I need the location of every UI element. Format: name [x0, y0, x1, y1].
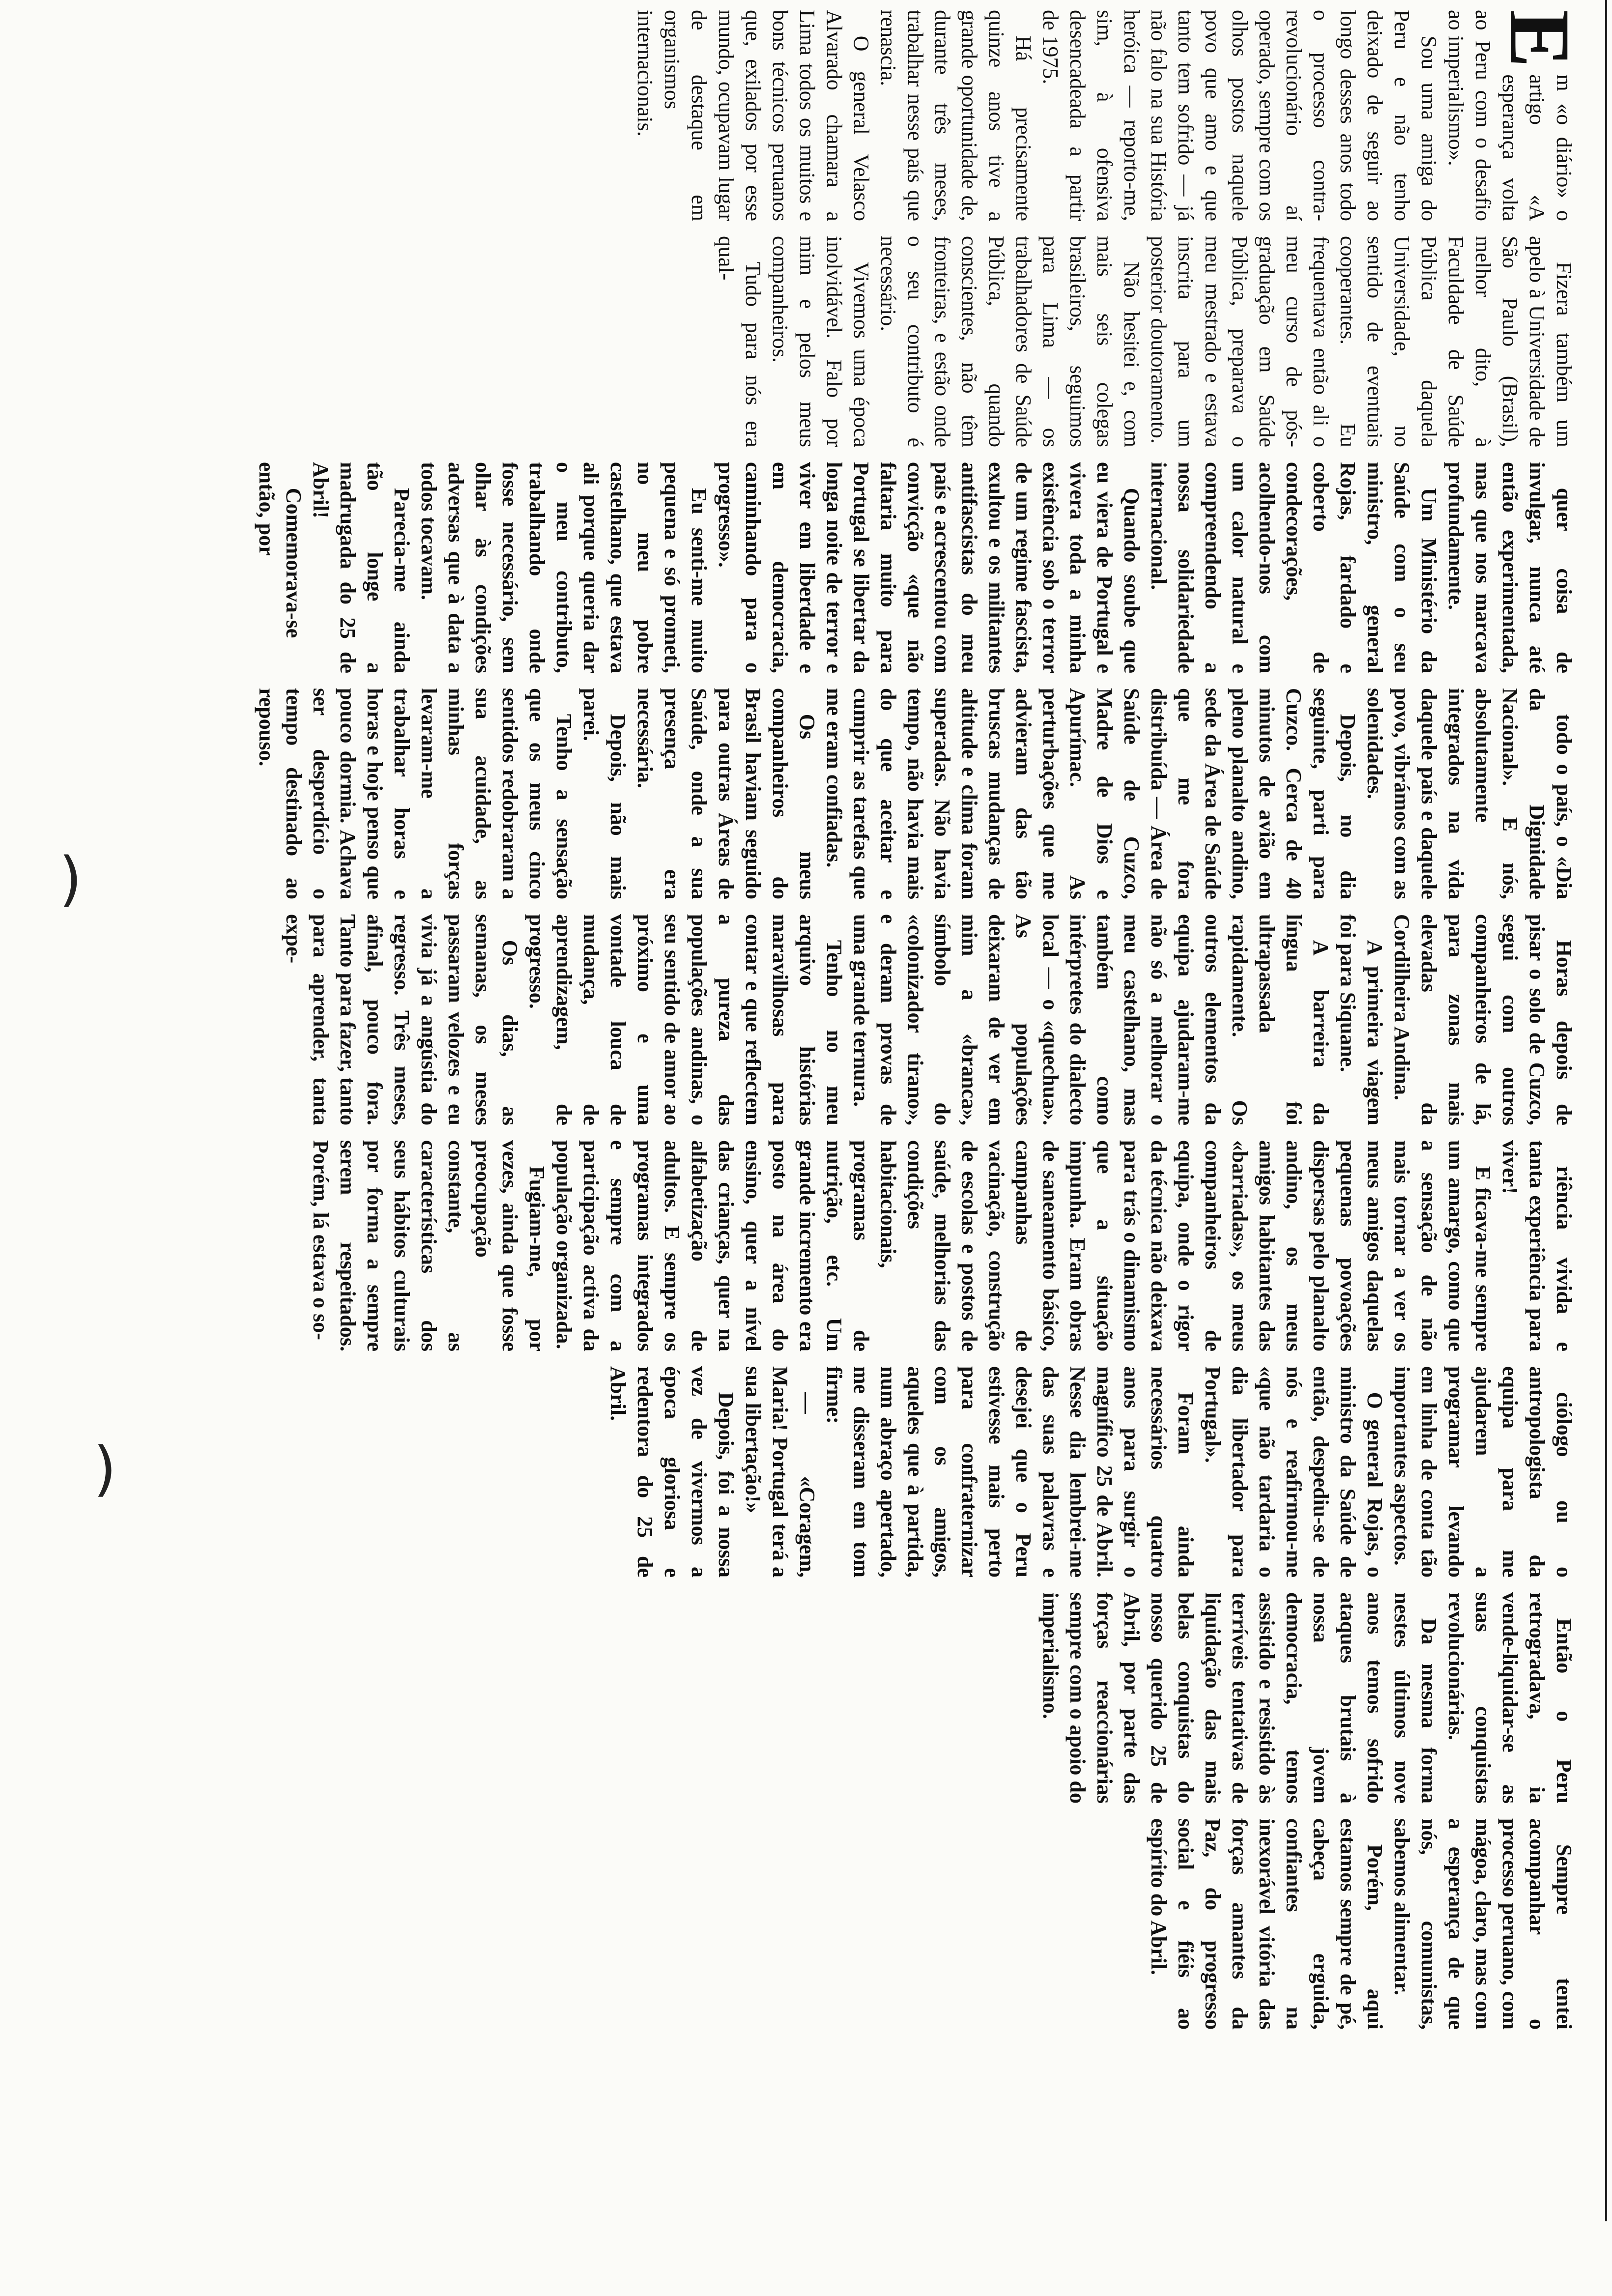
paragraph: quer coisa de invulgar, nunca até então experimentada, mas que nos marcava profundamente.	[1444, 462, 1576, 673]
paragraph: todo o país, o «Dia da Dignidade Nacional». E nós, absolutamente integrados na vida daquele país e daquele povo, vibrámos com as solenidades.	[1363, 688, 1576, 899]
paragraph: A primeira viagem foi para Siquane.	[1336, 914, 1387, 1125]
paragraph: m «o diário» o artigo «A esperança volta ao Peru com o desafio ao imperialismo».	[1444, 10, 1576, 221]
article-column-6	[138, 1140, 1578, 1351]
paragraph: Fugiam-me, por vezes, ainda que fosse preocupação constante, as características dos seus hábitos culturais por forma a sempre serem respeitados. Porém, lá estava o so-	[309, 1140, 549, 1351]
paragraph: Vivemos uma época inolvidável. Falo por mim e pelos meus companheiros.	[768, 236, 873, 447]
article-column-4	[138, 688, 1578, 899]
paragraph: ciólogo ou o antropologista da equipa para me ajudarem a programar levando em linha de conta tão importantes aspectos.	[1390, 1366, 1576, 1578]
top-rule	[1600, 0, 1607, 2221]
paragraph: Foram ainda necessários quatro anos para surgir o magnífico 25 de Abril. Nesse dia lembrei-me das suas palavras e desejei que o Peru estivesse mais perto para confraternizar com os amigos, aqueles que à partida, num abraço apertado, me disseram em tom firme:	[822, 1366, 1198, 1578]
paragraph: Porém, aqui estamos sempre de pé, cabeça erguida, confiantes na inexorável vitória das forças amantes da Paz, do progresso social e fiéis ao espírito do Abril.	[1147, 1818, 1387, 2030]
paragraph: Sempre tentei acompanhar o processo peruano, com mágoa, claro, mas com a esperança de que nós, comunistas, sabemos alimentar.	[1390, 1818, 1576, 2030]
paragraph: O general Rojas, o ministro da Saúde de então, despediu-se de nós e reafirmou-me «que não tardaria o dia libertador para Portugal».	[1201, 1366, 1387, 1578]
article-column-8	[138, 1592, 1578, 1804]
article-rotated	[108, 0, 1607, 2221]
scan-artifact-mark: )	[59, 845, 82, 914]
article-column-1	[138, 10, 1587, 221]
paragraph: Horas depois de pisar o solo de Cuzco, segui com outros companheiros de lá, para zonas mais elevadas da Cordilheira Andina.	[1390, 914, 1576, 1125]
article-column-7	[138, 1366, 1578, 1578]
paragraph: Fizera também um apelo à Universidade de São Paulo (Brasil), melhor dito, à Faculdade de Saúde Pública daquela Universidade, no sentido de eventuais cooperantes. Eu frequentava então ali o meu curso de pós-graduação em Saúde Pública, preparava o meu mestrado e estava inscrita para um posterior doutoramento.	[1147, 236, 1576, 447]
paragraph: O general Velasco Alvarado chamara a Lima todos os muitos e bons técnicos peruanos que, exilados por esse mundo, ocupavam lugar de destaque em organismos internacionais.	[633, 10, 873, 221]
article-column-3	[138, 462, 1578, 673]
drop-cap: E	[1492, 10, 1587, 68]
paragraph: E ficava-me sempre um amargo, como que a sensação de não mais tornar a ver os meus amigos daquelas pequenas povoações dispersas pelo planalto andino, os meus amigos habitantes das «barriadas», os meus companheiros de equipa, onde o rigor da técnica não deixava para trás o dinamismo que a situação impunha. Eram obras de saneamento básico, campanhas de vacinação, construção de escolas e postos de saúde, melhorias das condições habitacionais, programas de nutrição, etc. Um grande incremento era posto na área do ensino, quer a nível das crianças, quer na alfabetização de adultos. E sempre os programas integrados e sempre com a participação activa da população organizada.	[552, 1140, 1495, 1351]
paragraph: Não hesitei e, com mais seis colegas brasileiros, seguimos para Lima — os trabalhadores de Saúde Pública, quando conscientes, não têm fronteiras, e estão onde o seu contributo é necessário.	[876, 236, 1144, 447]
paragraph: A barreira da língua foi ultrapassada rapidamente. Os outros elementos da equipa ajudaram-me não só a melhorar o meu castelhano, mas também como intérpretes do dialecto local — o «quechua». As populações deixaram de ver em mim a «branca», símbolo do «colonizador tirano», e deram provas de uma grande ternura.	[849, 914, 1333, 1125]
paragraph: Parecia-me ainda tão longe a madrugada do 25 de Abril!	[309, 462, 414, 673]
article-column-5	[138, 914, 1578, 1125]
article-column-9	[138, 1818, 1578, 2030]
paragraph: Quando soube que eu viera de Portugal e vivera toda a minha existência sob o terror de um regime fascista, exultou e os militantes antifascistas do meu país e acrescentou com convicção «que não faltaria muito para Portugal se libertar da longa noite de terror e viver em liberdade e em democracia, caminhando para o progresso».	[714, 462, 1144, 673]
paragraph: Comemorava-se então, por	[255, 462, 306, 638]
paragraph: Eu senti-me muito pequena e só prometi, no meu pobre castelhano, que estava ali porque queria dar o meu contributo, trabalhando onde fosse necessário, sem olhar às condições adversas que à data a todos tocavam.	[417, 462, 711, 673]
paragraph: Tenho no meu arquivo histórias maravilhosas para contar e que reflectem a pureza das populações andinas, o seu sentido de amor ao próximo e uma vontade louca de mudança, de aprendizagem, de progresso.	[525, 914, 846, 1125]
paragraph: Tudo para nós era qual-	[714, 236, 765, 447]
paragraph: Depois, foi a nossa vez de vivermos a época gloriosa e redentora do 25 de Abril.	[606, 1366, 738, 1578]
paragraph: Da mesma forma nestes últimos nove anos temos sofrido ataques brutais à nossa jovem democracia, temos assistido e resistido às terríveis tentativas de liquidação das mais belas conquistas do nosso querido 25 de Abril, por parte das forças reaccionárias sempre com o apoio do imperialismo.	[1038, 1592, 1441, 1804]
paragraph: Os meus companheiros do Brasil haviam seguido para outras Áreas de Saúde, onde a sua presença era necessária.	[633, 688, 819, 899]
paragraph: Sou uma amiga do Peru e não tenho deixado de seguir ao longo desses anos todo o processo contra-revolucionário aí operado, sempre com os olhos postos naquele povo que amo e que tanto tem sofrido — já não falo na sua História heróica — reporto-me, sim, à ofensiva desencadeada a partir de 1975.	[1038, 10, 1441, 221]
paragraph: Depois, no dia seguinte, parti para Cuzco. Cerca de 40 minutos de avião em pleno planalto andino, sede da Área de Saúde que me fora distribuída — Área de Saúde de Cuzco, Madre de Dios e Apurímac. As perturbações que me advieram das tão bruscas mudanças de altitude e clima foram superadas. Não havia tempo, não havia mais do que aceitar e cumprir as tarefas que me eram confiadas.	[822, 688, 1360, 899]
paragraph: riência vivida e tanta experiência para viver!	[1498, 1140, 1576, 1351]
paragraph: Depois, não mais parei.	[579, 688, 630, 899]
paragraph: Tenho a sensação que os meus cinco sentidos redobraram a sua acuidade, as minhas forças levaram-me a trabalhar horas e horas e hoje penso que pouco dormia. Achava ser desperdício o tempo destinado ao repouso.	[255, 688, 576, 899]
paragraph: Os dias, as semanas, os meses passaram velozes e eu vivia já a angústia do regresso. Três meses, afinal, pouco fora. Tanto para fazer, tanto para aprender, tanta expe-	[282, 914, 522, 1125]
paragraph: Um Ministério da Saúde com o seu ministro, general Rojas, fardado e coberto de condecorações, acolhendo-nos com um calor natural e compreendendo a nossa solidariedade internacional.	[1147, 462, 1441, 673]
paragraph: Então o Peru retrogradava, ia vende-liquidar-se as suas conquistas revolucionárias.	[1444, 1592, 1576, 1804]
paragraph: — «Coragem, Maria! Portugal terá a sua libertação!»	[741, 1366, 819, 1578]
paragraph: Há precisamente quinze anos tive a grande oportunidade de, durante três meses, trabalhar nesse país que renascia.	[876, 10, 1036, 221]
article-column-2	[138, 236, 1578, 447]
scan-artifact-mark: )	[93, 1435, 116, 1503]
